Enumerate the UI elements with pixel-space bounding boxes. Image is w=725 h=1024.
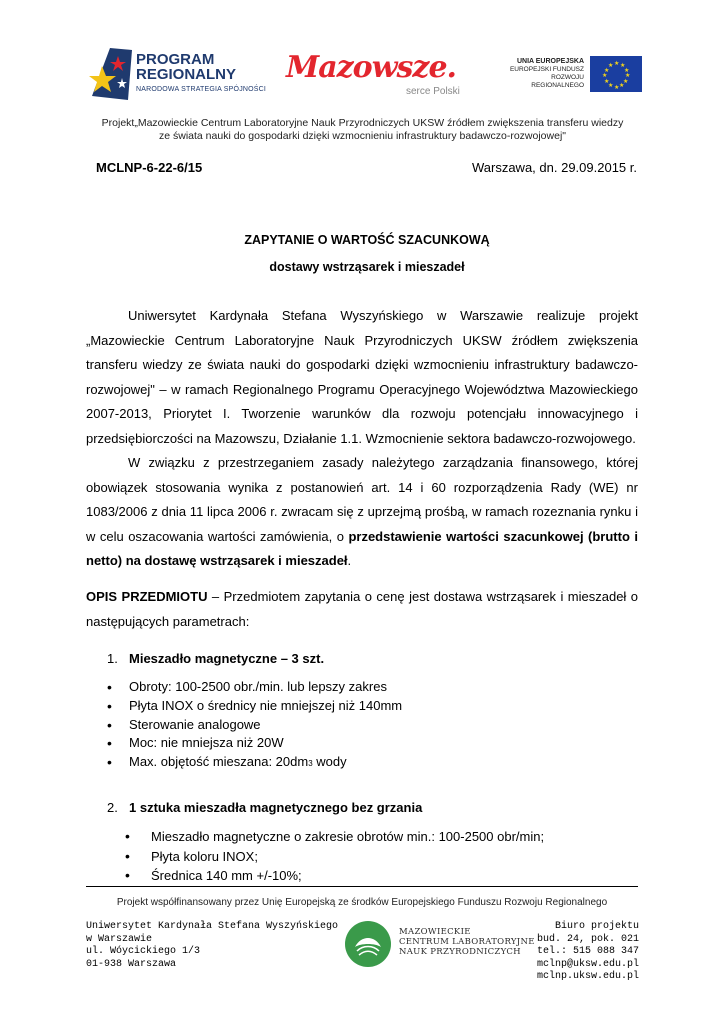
program-logo-line2: REGIONALNY [136, 66, 237, 83]
svg-text:★: ★ [619, 82, 625, 89]
mazowsze-logo-sub: serce Polski [406, 86, 460, 97]
mclnp-logo [345, 921, 535, 969]
address-line: 01-938 Warszawa [86, 958, 177, 970]
reference-number: MCLNP-6-22-6/15 [96, 160, 203, 175]
section-1-heading [107, 651, 324, 666]
svg-text:★: ★ [623, 78, 629, 85]
mclnp-logo-text [399, 927, 535, 957]
subject-text: – Przedmiotem zapytania o cenę jest dostawa wstrząsarek i mieszadeł o następujących parametrach: [86, 589, 638, 629]
volume-text-end: wody [312, 754, 347, 770]
logo-line: CENTRUM LABORATORYJNE [399, 937, 535, 947]
paragraph-request [86, 451, 638, 574]
svg-text:★: ★ [625, 72, 631, 79]
section-1-number: 1. [107, 651, 118, 666]
program-logo-line1: PROGRAM [136, 51, 215, 68]
list-item [107, 753, 627, 772]
paragraph-request-end: . [347, 553, 352, 568]
volume-text: Max. objętość mieszana: 20dm [129, 754, 309, 770]
eu-logo-line1: UNIA EUROPEJSKA [516, 58, 584, 65]
logo-line: NAUK PRZYRODNICZYCH [399, 947, 521, 957]
footer-divider [86, 886, 638, 887]
volume-unit-sub: 3 [308, 759, 313, 769]
document-title: ZAPYTANIE O WARTOŚĆ SZACUNKOWĄ [244, 233, 490, 247]
contact-line: Biuro projektu [554, 921, 639, 932]
section-1-list [107, 678, 627, 772]
program-regionalny-logo [88, 46, 268, 102]
section-1-title: Mieszadło magnetyczne – 3 szt. [129, 651, 325, 666]
section-2-list [125, 827, 625, 886]
contact-website: mclnp.uksw.edu.pl [536, 971, 639, 982]
star-emblem-icon [88, 46, 132, 102]
eu-logo-line3: ROZWOJU REGIONALNEGO [531, 74, 584, 89]
eu-flag-icon [590, 56, 642, 92]
list-item: • Płyta koloru INOX; [125, 847, 625, 867]
svg-text:★: ★ [604, 78, 610, 85]
address-line: w Warszawie [86, 933, 153, 945]
cofinancing-note: Projekt współfinansowany przez Unię Europejską ze środków Europejskiego Funduszu Rozwoju Regionalnego [116, 897, 608, 908]
program-logo-sub: NARODOWA STRATEGIA SPÓJNOŚCI [136, 86, 267, 93]
contact-phone: tel.: 515 088 347 [536, 946, 639, 957]
address-line: Uniwersytet Kardynała Stefana Wyszyńskiego [86, 921, 339, 932]
contact-line: bud. 24, pok. 021 [536, 933, 639, 945]
paragraph-request-text: W związku z przestrzeganiem zasady należytego zarządzania finansowego, której obowiązek stosowania wynika z postanowień art. 14 i 60 rozporządzenia Rady (WE) nr 1083/2006 z dnia 11 lipca 2006 r. zwracam się z uprzejmą prośbą, w ramach rozeznania rynku i w celu oszacowania wartości zamówienia, o [86, 455, 638, 544]
svg-text:★: ★ [604, 67, 610, 74]
svg-text:★: ★ [608, 62, 614, 69]
address-line: ul. Wóycickiego 1/3 [86, 946, 201, 957]
logo-line: MAZOWIECKIE [399, 927, 471, 937]
leaf-emblem-icon [345, 921, 391, 967]
section-2-number: 2. [107, 800, 118, 815]
mazowsze-logo [286, 50, 476, 100]
paragraph-request-bold: przedstawienie wartości szacunkowej (brutto i netto) na dostawę wstrząsarek i mieszadeł [86, 528, 638, 568]
project-office-contact [537, 921, 639, 984]
university-address [86, 921, 338, 971]
program-logo-title [136, 52, 236, 82]
list-item: • Płyta INOX o średnicy nie mniejszej niż 140mm [107, 697, 627, 716]
project-title-line1: Projekt„Mazowieckie Centrum Laboratoryjne Nauk Przyrodniczych UKSW źródłem zwiększenia transferu wiedzy [101, 117, 624, 129]
svg-text:★: ★ [620, 62, 626, 69]
project-title [40, 117, 685, 143]
section-2-heading [107, 800, 422, 815]
svg-text:★: ★ [614, 60, 620, 67]
paragraph-intro: Uniwersytet Kardynała Stefana Wyszyńskiego w Warszawie realizuje projekt „Mazowieckie Centrum Laboratoryjne Nauk Przyrodniczych UKSW źródłem zwiększenia transferu wiedzy ze świata nauki do gospodarki dzięki wzmocnieniu infrastruktury badawczo-rozwojowej" – w ramach Regionalnego Programu Operacyjnego Województwa Mazowieckiego 2007-2013, Priorytet I. Tworzenie warunków dla rozwoju potencjału innowacyjnego i przedsiębiorczości na Mazowszu, Działanie 1.1. Wzmocnienie sektora badawczo-rozwojowego. [86, 308, 638, 446]
svg-text:★: ★ [602, 72, 608, 79]
document-subtitle: dostawy wstrząsarek i mieszadeł [269, 260, 465, 274]
section-2-title: 1 sztuka mieszadła magnetycznego bez grzania [129, 800, 423, 815]
svg-text:★: ★ [608, 82, 614, 89]
list-item: • Średnica 140 mm +/-10%; [125, 866, 625, 886]
subject-heading: OPIS PRZEDMIOTU [86, 589, 208, 604]
svg-text:★: ★ [614, 84, 620, 91]
mazowsze-logo-word: Mazowsze. [286, 50, 456, 85]
svg-text:★: ★ [624, 67, 630, 74]
list-item: • Mieszadło magnetyczne o zakresie obrotów min.: 100-2500 obr/min; [125, 827, 625, 847]
project-title-line2: ze świata nauki do gospodarki dzięki wzmocnieniu infrastruktury badawczo-rozwojowej" [159, 130, 566, 142]
list-item: • Obroty: 100-2500 obr./min. lub lepszy zakres [107, 678, 627, 697]
list-item: • Moc: nie mniejsza niż 20W [107, 734, 627, 753]
document-date: Warszawa, dn. 29.09.2015 r. [471, 160, 637, 175]
eu-logo [500, 56, 642, 96]
list-item: • Sterowanie analogowe [107, 716, 627, 735]
eu-logo-text [500, 58, 584, 90]
paragraph-subject [86, 585, 638, 634]
eu-logo-line2: EUROPEJSKI FUNDUSZ [509, 66, 584, 73]
contact-email: mclnp@uksw.edu.pl [536, 958, 639, 970]
